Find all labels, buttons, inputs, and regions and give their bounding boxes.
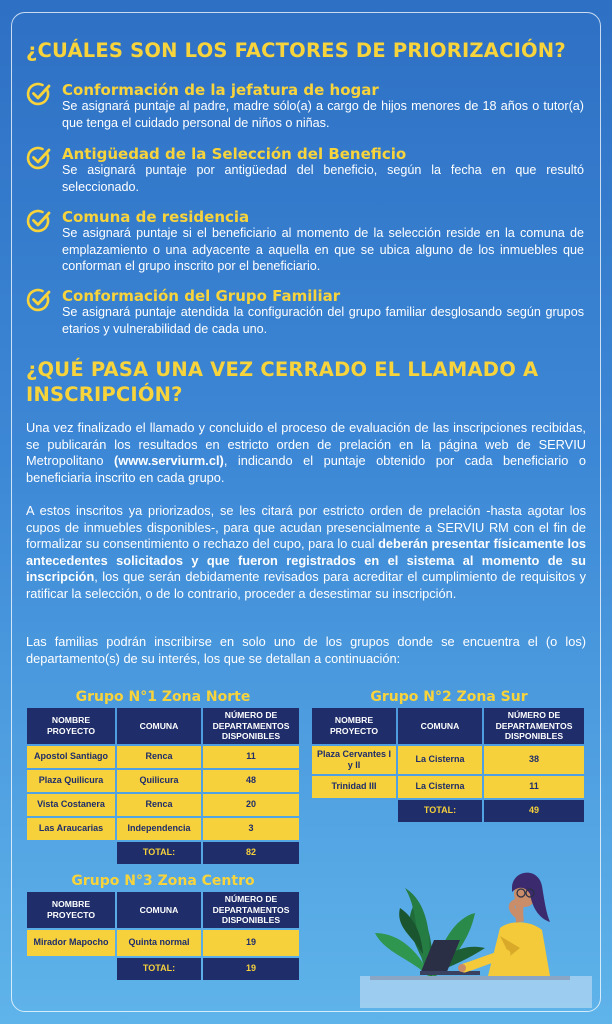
- table-row: [27, 770, 299, 792]
- cell-proyecto: Plaza Cervantes I y II: [312, 746, 396, 774]
- factor-description: Se asignará puntaje si el beneficiario al momento de la selección reside en la comuna de emplazamiento o una adyacente a aquella en que se ubica alguno de los inmuebles que conforman el grupo inscrito por el beneficiario.: [62, 226, 584, 273]
- text: A estos inscritos ya priorizados, se les citará por estricto orden de prelación -hasta agotar los cupos de inmuebles disponibles-, para que acudan presencialmente a SERVIU RM con el fin de formalizar su consentimiento o rechazo del cupo, para lo cual: [26, 503, 586, 552]
- bold-text: deberán presentar físicamente los antecedentes solicitados y que fueron registrados en el sistema al momento de su inscripción: [26, 536, 586, 585]
- after-closing-heading: [26, 357, 538, 407]
- cell-comuna: Renca: [117, 746, 201, 768]
- text: , indicando el puntaje obtenido por cada beneficiario o beneficiaria inscrito en cada grupo.: [26, 453, 587, 485]
- cell-proyecto: Trinidad III: [312, 776, 396, 798]
- total-value: 82: [203, 842, 299, 864]
- cell-numero: 48: [203, 770, 299, 792]
- paragraph-results: [26, 420, 586, 486]
- cell-comuna: Quinta normal: [117, 930, 201, 956]
- total-row: [27, 958, 299, 980]
- cell-numero: 20: [203, 794, 299, 816]
- header-comuna: COMUNA: [117, 892, 201, 928]
- total-label: TOTAL:: [398, 800, 482, 822]
- empty-cell: [27, 958, 115, 980]
- empty-cell: [27, 842, 115, 864]
- header-proyecto: NOMBRE PROYECTO: [27, 892, 115, 928]
- cell-proyecto: Mirador Mapocho: [27, 930, 115, 956]
- cell-comuna: La Cisterna: [398, 776, 482, 798]
- cell-proyecto: Las Araucarias: [27, 818, 115, 840]
- table-row: [312, 746, 584, 774]
- group-title: Grupo N°1 Zona Norte: [75, 689, 251, 705]
- cell-numero: 3: [203, 818, 299, 840]
- paragraph-groups-intro: Las familias podrán inscribirse en solo uno de los grupos donde se encuentra el (o los) departamento(s) de su interés, los que se detallan a continuación:: [26, 634, 586, 666]
- group-table: [25, 890, 301, 982]
- table-row: [27, 794, 299, 816]
- check-circle-icon: [26, 208, 52, 234]
- header-comuna: COMUNA: [398, 708, 482, 744]
- check-circle-icon: [26, 81, 52, 107]
- heading-line: ¿QUÉ PASA UNA VEZ CERRADO EL LLAMADO A: [26, 358, 539, 381]
- empty-cell: [312, 800, 396, 822]
- text: Una vez finalizado el llamado y concluido el proceso de evaluación de las inscripciones recibidas, se publicarán los resultados en estricto orden de prelación en la página web de SERVIU Metropolitano: [26, 420, 586, 469]
- text: , los que serán debidamente revisados para acreditar el cumplimiento de requisitos y ratificar la selección, o de lo contrario, proceder a desestimar su inscripción.: [26, 569, 586, 601]
- header-proyecto: NOMBRE PROYECTO: [27, 708, 115, 744]
- header-numero: NÚMERO DE DEPARTAMENTOS DISPONIBLES: [203, 708, 299, 744]
- woman-at-laptop-illustration: [360, 858, 592, 1008]
- paragraph-citation: [26, 503, 586, 603]
- factor-title: Antigüedad de la Selección del Beneficio: [62, 145, 407, 163]
- cell-comuna: Quilicura: [117, 770, 201, 792]
- cell-comuna: La Cisterna: [398, 746, 482, 774]
- cell-proyecto: Vista Costanera: [27, 794, 115, 816]
- factor-title: Comuna de residencia: [62, 208, 250, 226]
- header-proyecto: NOMBRE PROYECTO: [312, 708, 396, 744]
- group-title: Grupo N°2 Zona Sur: [370, 689, 528, 705]
- total-row: [312, 800, 584, 822]
- factor-description: Se asignará puntaje atendida la configuración del grupo familiar desglosando según grupos etarios y vulnerabilidad de cada uno.: [62, 305, 584, 336]
- cell-proyecto: Apostol Santiago: [27, 746, 115, 768]
- table-row: [27, 818, 299, 840]
- check-circle-icon: [26, 145, 52, 171]
- table-row: [27, 930, 299, 956]
- desk: [360, 976, 592, 1008]
- group-table: [25, 706, 301, 866]
- total-label: TOTAL:: [117, 842, 201, 864]
- group-table: [310, 706, 586, 824]
- header-numero: NÚMERO DE DEPARTAMENTOS DISPONIBLES: [203, 892, 299, 928]
- header-numero: NÚMERO DE DEPARTAMENTOS DISPONIBLES: [484, 708, 584, 744]
- total-value: 49: [484, 800, 584, 822]
- total-row: [27, 842, 299, 864]
- cell-numero: 38: [484, 746, 584, 774]
- cell-numero: 11: [203, 746, 299, 768]
- header-comuna: COMUNA: [117, 708, 201, 744]
- table-row: [27, 746, 299, 768]
- factor-description: Se asignará puntaje por antigüedad del beneficio, según la fecha en que resultó seleccionado.: [62, 163, 584, 194]
- table-row: [312, 776, 584, 798]
- cell-comuna: Independencia: [117, 818, 201, 840]
- cell-comuna: Renca: [117, 794, 201, 816]
- factor-description: Se asignará puntaje al padre, madre sólo(a) a cargo de hijos menores de 18 años o tutor(a) que tenga el cuidado personal de niños o niñas.: [62, 99, 584, 130]
- website-link[interactable]: (www.serviurm.cl): [114, 453, 224, 469]
- factor-title: Conformación del Grupo Familiar: [62, 287, 341, 305]
- cell-proyecto: Plaza Quilicura: [27, 770, 115, 792]
- factor-title: Conformación de la jefatura de hogar: [62, 81, 379, 99]
- group-title: Grupo N°3 Zona Centro: [71, 873, 255, 889]
- cell-numero: 11: [484, 776, 584, 798]
- factors-heading: ¿CUÁLES SON LOS FACTORES DE PRIORIZACIÓN?: [26, 39, 566, 62]
- total-label: TOTAL:: [117, 958, 201, 980]
- heading-line: INSCRIPCIÓN?: [26, 383, 183, 406]
- total-value: 19: [203, 958, 299, 980]
- cell-numero: 19: [203, 930, 299, 956]
- check-circle-icon: [26, 287, 52, 313]
